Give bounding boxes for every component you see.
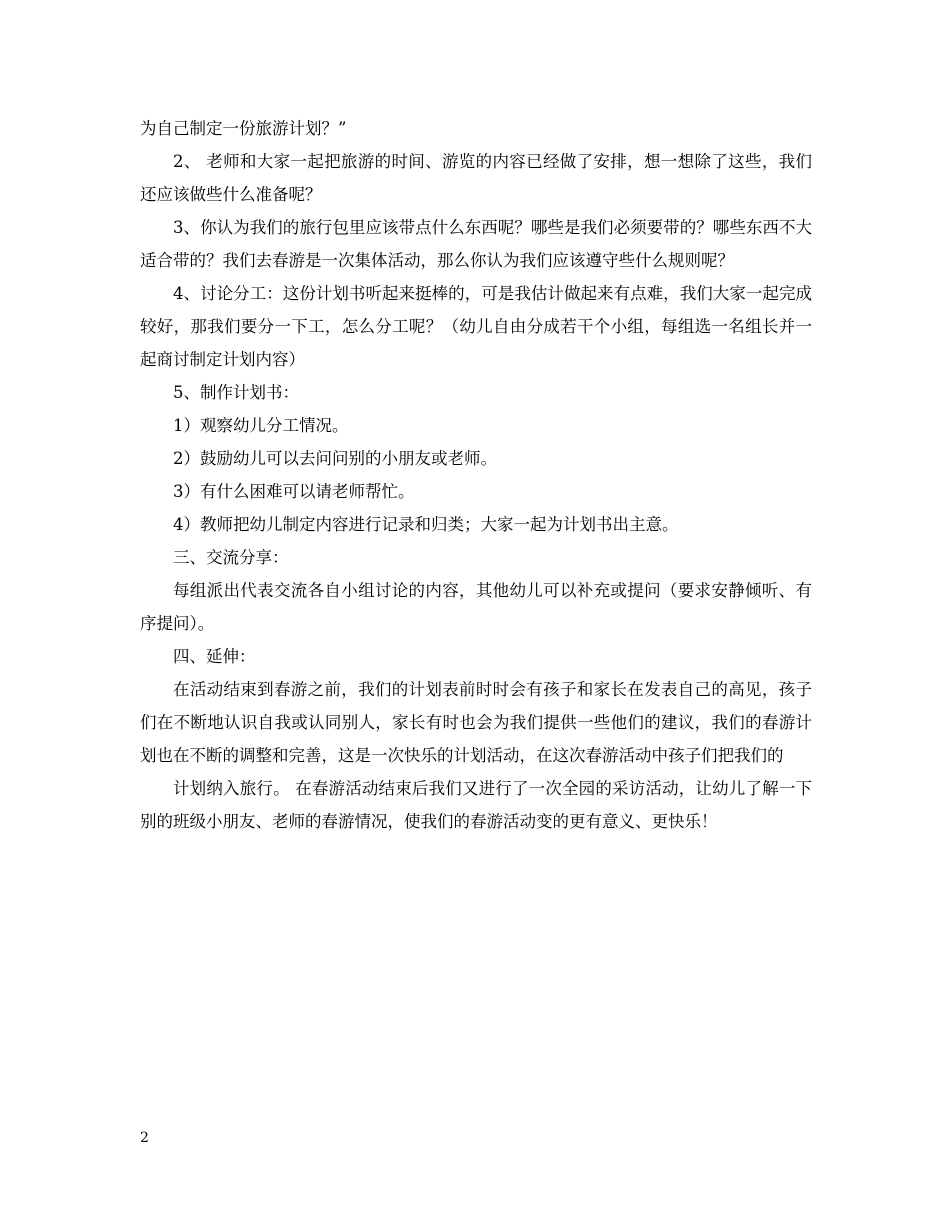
paragraph: 2、 老师和大家一起把旅游的时间、游览的内容已经做了安排，想一想除了这些，我们还应该做些什么准备呢？: [140, 152, 812, 204]
paragraph: 为自己制定一份旅游计划？”: [140, 119, 347, 138]
document-body: [140, 112, 812, 838]
paragraph: 在活动结束到春游之前，我们的计划表前时时会有孩子和家长在发表自己的高见，孩子们在不断地认识自我或认同别人，家长有时也会为我们提供一些他们的建议，我们的春游计划也在不断的调整和完善，这是一次快乐的计划活动，在这次春游活动中孩子们把我们的: [140, 680, 812, 765]
paragraph: 每组派出代表交流各自小组讨论的内容，其他幼儿可以补充或提问（要求安静倾听、有序提问）。: [140, 581, 812, 633]
section-heading: 三、交流分享：: [173, 548, 289, 567]
page-number: 2: [140, 1130, 149, 1146]
paragraph: 3）有什么困难可以请老师帮忙。: [173, 482, 415, 501]
paragraph: 计划纳入旅行。 在春游活动结束后我们又进行了一次全园的采访活动，让幼儿了解一下别的班级小朋友、老师的春游情况，使我们的春游活动变的更有意义、更快乐！: [140, 779, 812, 831]
paragraph: 1）观察幼儿分工情况。: [173, 416, 349, 435]
section-heading: 四、延伸：: [173, 647, 256, 666]
paragraph: 2）鼓励幼儿可以去问问别的小朋友或老师。: [173, 449, 497, 468]
paragraph: 4）教师把幼儿制定内容进行记录和归类；大家一起为计划书出主意。: [173, 515, 679, 534]
paragraph: 5、制作计划书：: [173, 383, 299, 402]
paragraph: 4、讨论分工：这份计划书听起来挺棒的，可是我估计做起来有点难，我们大家一起完成较好，那我们要分一下工，怎么分工呢？（幼儿自由分成若干个小组，每组选一名组长并一起商讨制定计划内容）: [140, 284, 812, 369]
paragraph: 3、你认为我们的旅行包里应该带点什么东西呢？哪些是我们必须要带的？哪些东西不大适合带的？我们去春游是一次集体活动，那么你认为我们应该遵守些什么规则呢？: [140, 218, 812, 270]
